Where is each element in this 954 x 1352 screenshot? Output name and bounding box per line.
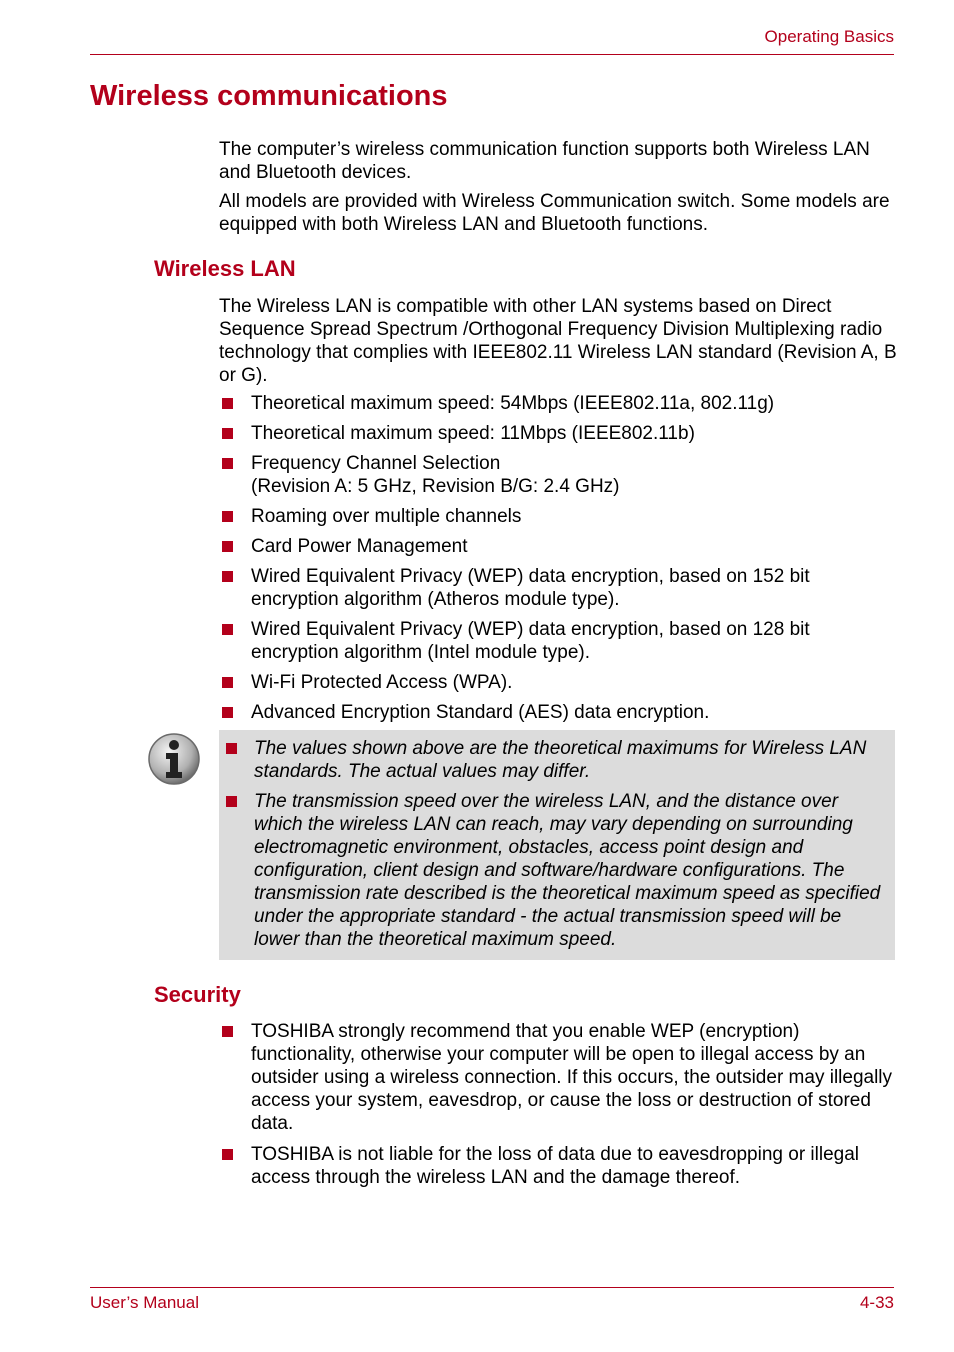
list-item: Roaming over multiple channels — [219, 505, 899, 528]
security-list — [219, 1020, 899, 1196]
list-item: Advanced Encryption Standard (AES) data encryption. — [219, 701, 899, 724]
list-item: Theoretical maximum speed: 54Mbps (IEEE802.11a, 802.11g) — [219, 392, 899, 415]
list-item: The transmission speed over the wireless LAN, and the distance over which the wireless LAN can reach, may vary depending on surrounding electromagnetic environment, obstacles, access point design and configuration, client design and software/hardware configurations. The transmission rate described is the theoretical maximum speed as specified under the appropriate standard - the actual transmission speed will be lower than the theoretical maximum speed. — [222, 790, 887, 951]
list-item: Theoretical maximum speed: 11Mbps (IEEE802.11b) — [219, 422, 899, 445]
bullet-square-icon — [222, 398, 233, 409]
wireless-lan-description: The Wireless LAN is compatible with other LAN systems based on Direct Sequence Spread Spectrum /Orthogonal Frequency Division Multiplexing radio technology that complies with IEEE802.11 Wireless LAN standard (Revision A, B or G). — [219, 296, 897, 386]
list-item: Wired Equivalent Privacy (WEP) data encryption, based on 128 bit encryption algorithm (Intel module type). — [219, 618, 899, 664]
footer-manual-label: User’s Manual — [90, 1293, 199, 1312]
list-item: TOSHIBA strongly recommend that you enable WEP (encryption) functionality, otherwise your computer will be open to illegal access by an outsider using a wireless connection. If this occurs, the outsider may illegally access your system, eavesdrop, or cause the loss or destruction of stored data. — [219, 1020, 899, 1135]
bullet-square-icon — [222, 1026, 233, 1037]
list-item: Card Power Management — [219, 535, 899, 558]
note-list — [219, 730, 895, 951]
note-box — [219, 730, 895, 960]
list-item: Wi-Fi Protected Access (WPA). — [219, 671, 899, 694]
bullet-square-icon — [222, 677, 233, 688]
header-divider — [90, 54, 894, 55]
wireless-lan-heading: Wireless LAN — [154, 256, 296, 281]
security-heading: Security — [154, 982, 241, 1007]
header-section-label: Operating Basics — [764, 27, 894, 46]
bullet-square-icon — [222, 511, 233, 522]
bullet-square-icon — [222, 541, 233, 552]
list-item: TOSHIBA is not liable for the loss of data due to eavesdropping or illegal access through the wireless LAN and the damage thereof. — [219, 1143, 899, 1189]
footer-page-number: 4-33 — [859, 1293, 894, 1312]
bullet-square-icon — [222, 624, 233, 635]
wireless-lan-feature-list — [219, 392, 899, 731]
bullet-square-icon — [222, 458, 233, 469]
info-icon — [147, 732, 201, 786]
bullet-square-icon — [222, 707, 233, 718]
bullet-square-icon — [226, 796, 237, 807]
footer-divider — [90, 1287, 894, 1288]
bullet-square-icon — [226, 743, 237, 754]
list-item: Frequency Channel Selection (Revision A: 5 GHz, Revision B/G: 2.4 GHz) — [219, 452, 899, 498]
intro-paragraph-2: All models are provided with Wireless Communication switch. Some models are equipped with both Wireless LAN and Bluetooth functions. — [219, 191, 890, 235]
bullet-square-icon — [222, 428, 233, 439]
intro-paragraph-1: The computer’s wireless communication function supports both Wireless LAN and Bluetooth devices. — [219, 139, 870, 183]
bullet-square-icon — [222, 571, 233, 582]
bullet-square-icon — [222, 1149, 233, 1160]
list-item: Wired Equivalent Privacy (WEP) data encryption, based on 152 bit encryption algorithm (Atheros module type). — [219, 565, 899, 611]
page-title: Wireless communications — [90, 80, 448, 112]
list-item: The values shown above are the theoretical maximums for Wireless LAN standards. The actual values may differ. — [222, 737, 887, 783]
